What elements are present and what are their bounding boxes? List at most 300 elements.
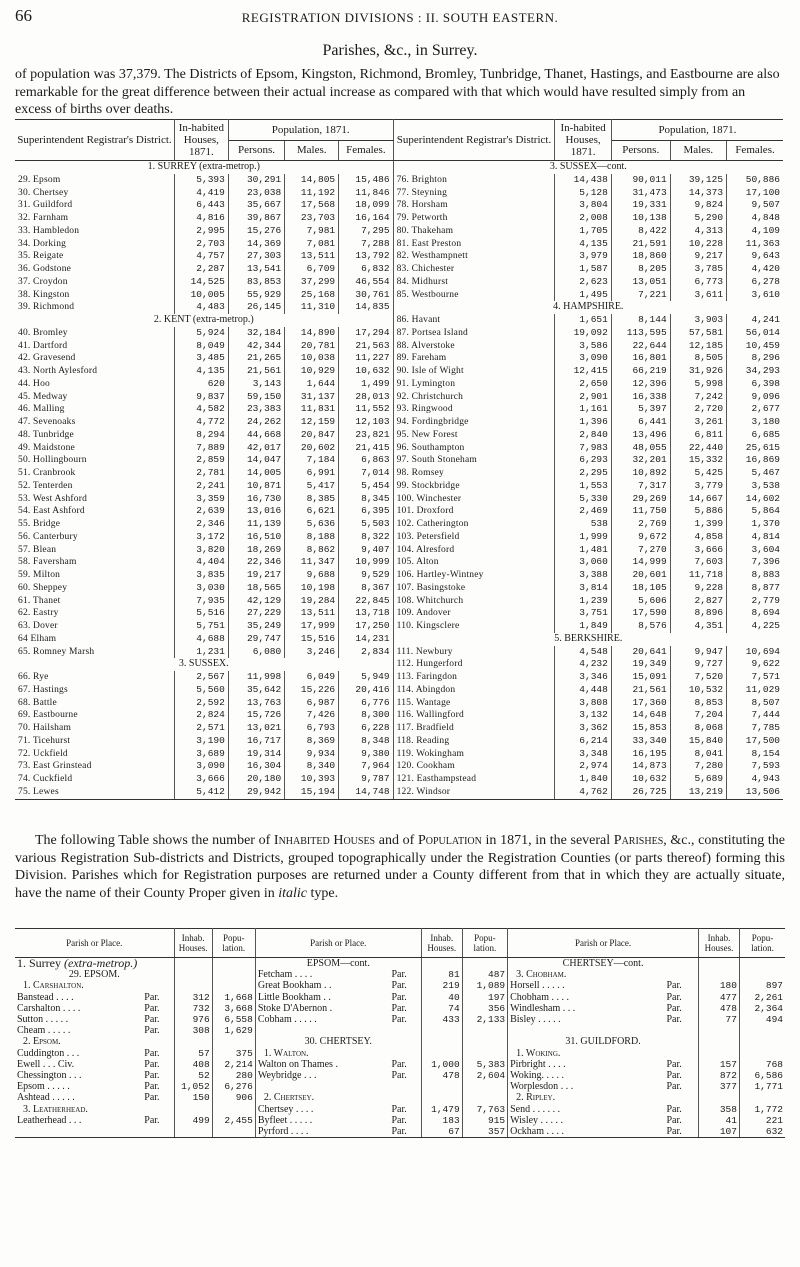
- district-name: 40. Bromley: [15, 327, 174, 340]
- district-persons: 48,055: [611, 442, 670, 455]
- heading-text: 31. GUILDFORD.: [565, 1036, 641, 1048]
- empty-cell: [699, 969, 740, 980]
- district-females: 6,395: [339, 505, 393, 518]
- district-persons: 14,005: [228, 467, 284, 480]
- district-houses: 1,999: [555, 531, 611, 544]
- parish-dots: . . .: [66, 1114, 82, 1126]
- district-females: 12,103: [339, 416, 393, 429]
- table-row: [15, 582, 783, 595]
- district-houses: 2,824: [174, 709, 228, 722]
- table-row: [15, 238, 783, 251]
- district-houses: 3,666: [174, 773, 228, 786]
- table-row: [15, 969, 785, 980]
- parish-name-text: Horsell: [510, 980, 540, 992]
- parish-name-text: Byfleet: [257, 1114, 288, 1126]
- district-persons: 10,871: [228, 480, 284, 493]
- para-term-parishes: Parishes: [613, 833, 664, 848]
- table-row: [15, 735, 783, 748]
- district-males: 12,159: [285, 416, 339, 429]
- district-name: 97. South Stoneham: [393, 454, 555, 467]
- district-houses: 1,849: [555, 620, 611, 633]
- district-females: 17,100: [745, 186, 780, 198]
- district-males: 31,137: [285, 391, 339, 404]
- district-males: 3,903: [670, 314, 726, 327]
- district-males: 6,987: [285, 697, 339, 710]
- district-persons: 55,929: [228, 289, 284, 302]
- district-name: 77. Steyning: [393, 187, 555, 200]
- table-row: [15, 607, 783, 620]
- district-females: 7,295: [339, 225, 393, 238]
- parish-name: [15, 1070, 142, 1081]
- district-persons: 83,853: [228, 276, 284, 289]
- district-males: 8,369: [285, 735, 339, 748]
- district-houses: 5,751: [174, 620, 228, 633]
- district-persons: 7,221: [611, 289, 670, 302]
- district-name: 60. Sheppey: [15, 582, 174, 595]
- subdistrict-heading: [508, 1092, 699, 1103]
- district-persons: 29,747: [228, 633, 284, 646]
- parish-dots: . . . .: [53, 991, 74, 1003]
- district-males: 8,041: [670, 748, 726, 761]
- district-heading: [255, 958, 421, 970]
- empty-cell: [739, 958, 785, 970]
- district-houses: 2,650: [555, 378, 611, 391]
- parish-name: [15, 1115, 142, 1126]
- empty-cell: [462, 958, 507, 970]
- district-females: 7,288: [339, 238, 393, 251]
- table-row: [15, 1092, 785, 1103]
- district-houses: 1,651: [555, 314, 611, 327]
- para-text-1: The following Table shows the number of: [35, 833, 271, 848]
- empty-cell: [699, 1092, 740, 1103]
- place-header-1: Parish or Place.: [15, 929, 174, 958]
- district-houses: 2,346: [174, 518, 228, 531]
- district-persons: 20,180: [228, 773, 284, 786]
- district-females: 5,864: [751, 505, 780, 517]
- district-females: 9,529: [339, 569, 393, 582]
- district-females: 3,610: [751, 288, 780, 300]
- district-houses: 14,438: [555, 174, 611, 187]
- district-name: 61. Thanet: [15, 595, 174, 608]
- table-row: [15, 403, 783, 416]
- parish-name: [508, 1081, 665, 1092]
- district-males: 8,862: [285, 544, 339, 557]
- district-females: 7,571: [751, 671, 780, 682]
- district-males: 14,373: [670, 187, 726, 200]
- district-females: 1,499: [339, 378, 393, 391]
- table-row: [15, 992, 785, 1003]
- parish-name: [508, 1104, 665, 1115]
- district-name: 48. Tunbridge: [15, 429, 174, 442]
- district-persons: 10,892: [611, 467, 670, 480]
- parish-population: 2,133: [462, 1014, 507, 1025]
- county-heading: 3. SUSSEX.: [15, 658, 393, 671]
- district-persons: 11,998: [228, 671, 284, 684]
- district-houses: 4,135: [555, 238, 611, 251]
- district-houses: 6,214: [555, 735, 611, 748]
- district-males: 9,217: [670, 250, 726, 263]
- district-females: 16,869: [745, 454, 780, 466]
- empty-cell: [421, 1092, 462, 1103]
- county-heading: 2. KENT (extra-metrop.): [15, 314, 393, 327]
- parish-name-text: Cobham: [257, 1014, 292, 1026]
- district-houses: 3,586: [555, 340, 611, 353]
- district-males: 5,886: [670, 505, 726, 518]
- empty-cell: [462, 1036, 507, 1047]
- parish-name: [15, 1003, 142, 1014]
- district-persons: 16,730: [228, 493, 284, 506]
- district-houses: 3,359: [174, 493, 228, 506]
- district-name: 118. Reading: [393, 735, 555, 748]
- table-row: [15, 1048, 785, 1059]
- district-persons: 18,860: [611, 250, 670, 263]
- district-houses: 2,469: [555, 505, 611, 518]
- houses-header: In-habited Houses, 1871.: [174, 120, 228, 161]
- district-females: 10,694: [745, 645, 780, 657]
- empty-cell: [699, 958, 740, 970]
- district-name: 96. Southampton: [393, 442, 555, 455]
- district-females: 9,096: [751, 390, 780, 402]
- district-houses: 4,772: [174, 416, 228, 429]
- district-females: 21,563: [339, 340, 393, 353]
- district-name: 109. Andover: [393, 607, 555, 620]
- district-name: 104. Alresford: [393, 544, 555, 557]
- table-row: [15, 1070, 785, 1081]
- district-houses: 3,804: [555, 199, 611, 212]
- district-houses: 5,516: [174, 607, 228, 620]
- heading-text: CHERTSEY—cont.: [562, 958, 644, 969]
- females-header: Females.: [339, 140, 393, 161]
- district-males: 57,581: [670, 327, 726, 340]
- district-males: 8,068: [670, 722, 726, 735]
- district-males: 5,998: [670, 378, 726, 391]
- parish-houses: 732: [174, 1003, 212, 1014]
- district-name: 92. Christchurch: [393, 391, 555, 404]
- district-males: 9,688: [285, 569, 339, 582]
- parish-name: [255, 1059, 389, 1070]
- district-name: 45. Medway: [15, 391, 174, 404]
- district-females: 1,370: [751, 518, 780, 529]
- district-persons: 9,672: [611, 531, 670, 544]
- parish-dots: .: [332, 1058, 338, 1070]
- district-females: 11,552: [339, 403, 393, 416]
- empty-cell: [739, 1025, 785, 1036]
- district-houses: 7,983: [555, 442, 611, 455]
- parish-houses: 1,052: [174, 1081, 212, 1092]
- parish-name: [255, 1070, 389, 1081]
- district-persons: 19,349: [611, 658, 670, 671]
- persons-header: Persons.: [228, 140, 284, 161]
- parish-dots: . . . . .: [539, 980, 565, 992]
- heading-text: 1. Carshalton.: [23, 980, 84, 992]
- district-persons: 13,763: [228, 697, 284, 710]
- parish-dots: . . . . .: [287, 1114, 313, 1126]
- district-males: 1,644: [285, 378, 339, 391]
- district-males: 1,399: [670, 518, 726, 531]
- district-houses: 1,553: [555, 480, 611, 493]
- district-females: 11,363: [745, 237, 780, 249]
- district-males: 13,219: [670, 786, 726, 799]
- district-persons: 13,051: [611, 276, 670, 289]
- district-persons: 14,999: [611, 556, 670, 569]
- county-heading: 4. HAMPSHIRE.: [553, 301, 624, 313]
- parish-dots: . . . . .: [49, 1092, 75, 1104]
- parish-dots: . . . . . .: [530, 1103, 561, 1115]
- district-females: 10,459: [745, 339, 780, 351]
- district-persons: 16,510: [228, 531, 284, 544]
- district-males: 8,505: [670, 352, 726, 365]
- parish-dots: . . .: [558, 1081, 574, 1093]
- district-females: 7,444: [751, 709, 780, 721]
- district-males: 10,228: [670, 238, 726, 251]
- parish-name-text: Epsom: [17, 1081, 45, 1093]
- district-males: 20,602: [285, 442, 339, 455]
- district-persons: 6,080: [228, 646, 284, 659]
- district-persons: 10,632: [611, 773, 670, 786]
- table-row: [15, 595, 783, 608]
- empty-cell: [212, 1036, 255, 1047]
- para-term-houses: Inhabited Houses: [273, 833, 376, 848]
- district-males: 2,720: [670, 403, 726, 416]
- parish-dots: . . . . .: [538, 1114, 564, 1126]
- table-row: [15, 1104, 785, 1115]
- parish-kind: Par.: [389, 1059, 421, 1070]
- district-houses: 3,030: [174, 582, 228, 595]
- table-row: [15, 1025, 785, 1036]
- empty-cell: [212, 958, 255, 970]
- district-persons: 21,265: [228, 352, 284, 365]
- district-persons: 32,184: [228, 327, 284, 340]
- district-name: 75. Lewes: [15, 786, 174, 799]
- empty-cell: [739, 1092, 785, 1103]
- district-name: 42. Gravesend: [15, 352, 174, 365]
- district-persons: 14,047: [228, 454, 284, 467]
- district-females: 17,294: [339, 327, 393, 340]
- district-persons: 8,576: [611, 620, 670, 633]
- district-persons: 17,590: [611, 607, 670, 620]
- district-persons: 20,601: [611, 569, 670, 582]
- parish-name-text: Chessington: [17, 1070, 67, 1082]
- para-text-2: and of: [378, 833, 415, 848]
- district-persons: 35,642: [228, 684, 284, 697]
- district-females: 5,467: [751, 467, 780, 478]
- district-name: 72. Uckfield: [15, 748, 174, 761]
- district-females: 23,821: [339, 429, 393, 442]
- parish-population: 197: [462, 992, 507, 1003]
- empty-cell: [462, 1048, 507, 1059]
- parish-population: 1,771: [754, 1081, 783, 1093]
- district-males: 14,667: [670, 493, 726, 506]
- district-name: 117. Bradfield: [393, 722, 555, 735]
- parish-population: 768: [765, 1058, 783, 1070]
- district-males: 8,896: [670, 607, 726, 620]
- district-persons: 42,129: [228, 595, 284, 608]
- district-males: 5,636: [285, 518, 339, 531]
- district-females: 2,677: [751, 403, 780, 415]
- empty-cell: [142, 1126, 174, 1138]
- district-name: 88. Alverstoke: [393, 340, 555, 353]
- parish-kind: Par.: [664, 980, 698, 991]
- district-males: 4,351: [670, 620, 726, 633]
- district-name: 43. North Aylesford: [15, 365, 174, 378]
- district-houses: 1,705: [555, 225, 611, 238]
- district-persons: 27,229: [228, 607, 284, 620]
- parish-houses: 67: [421, 1126, 462, 1138]
- district-females: 2,834: [339, 646, 393, 659]
- district-females: 13,792: [339, 250, 393, 263]
- district-persons: 5,397: [611, 403, 670, 416]
- district-houses: 2,241: [174, 480, 228, 493]
- district-name: 74. Cuckfield: [15, 773, 174, 786]
- intro-paragraph: [15, 66, 785, 119]
- parish-houses: 107: [699, 1126, 740, 1138]
- parish-houses: 499: [174, 1115, 212, 1126]
- parish-name-text: Ockham: [510, 1126, 544, 1138]
- district-name: 120. Cookham: [393, 760, 555, 773]
- district-males: 11,310: [285, 301, 339, 314]
- district-males: 6,991: [285, 467, 339, 480]
- parish-houses: 976: [174, 1014, 212, 1025]
- district-name: 53. West Ashford: [15, 493, 174, 506]
- district-males: 20,847: [285, 429, 339, 442]
- district-population-table: [15, 119, 783, 800]
- district-name: 82. Westhampnett: [393, 250, 555, 263]
- subdistrict-heading: [255, 1092, 421, 1103]
- district-name: 68. Battle: [15, 697, 174, 710]
- page-subtitle: Parishes, &c., in Surrey.: [322, 42, 478, 59]
- district-houses: 4,135: [174, 365, 228, 378]
- district-males: 37,299: [285, 276, 339, 289]
- parish-kind: Par.: [664, 1115, 698, 1126]
- parish-population: 2,455: [212, 1115, 255, 1126]
- district-males: 9,934: [285, 748, 339, 761]
- parish-population: 897: [765, 980, 783, 992]
- district-name: 83. Chichester: [393, 263, 555, 276]
- district-females: 16,164: [339, 212, 393, 225]
- pop-header-3: Popu-lation.: [739, 929, 785, 958]
- district-persons: 11,750: [611, 505, 670, 518]
- empty-cell: [421, 1081, 462, 1092]
- para-term-population: Population: [417, 833, 482, 848]
- parish-kind: Par.: [664, 1014, 698, 1025]
- district-males: 10,198: [285, 582, 339, 595]
- district-houses: 9,837: [174, 391, 228, 404]
- parish-name-text: Great Bookham: [257, 980, 322, 992]
- parish-name: [255, 1003, 389, 1014]
- district-name: 84. Midhurst: [393, 276, 555, 289]
- district-name: 29. Epsom: [15, 174, 174, 187]
- district-females: 9,380: [339, 748, 393, 761]
- parish-name-text: Sutton: [17, 1014, 44, 1026]
- district-name: 35. Reigate: [15, 250, 174, 263]
- table-row: [15, 556, 783, 569]
- heading-text: 3. Leatherhead.: [23, 1103, 88, 1115]
- district-persons: 66,219: [611, 365, 670, 378]
- district-houses: 8,294: [174, 429, 228, 442]
- district-name: 100. Winchester: [393, 493, 555, 506]
- heading-text: 2. Epsom.: [23, 1036, 61, 1048]
- houses-header-right: In-habited Houses, 1871.: [555, 120, 611, 161]
- district-males: 8,340: [285, 760, 339, 773]
- district-houses: 3,132: [555, 709, 611, 722]
- district-females: 3,604: [751, 543, 780, 555]
- district-males: 13,511: [285, 607, 339, 620]
- table-row: [15, 684, 783, 697]
- table-row: [15, 263, 783, 276]
- district-name: 80. Thakeham: [393, 225, 555, 238]
- district-persons: 19,314: [228, 748, 284, 761]
- district-females: 6,863: [339, 454, 393, 467]
- parish-population: 5,383: [462, 1059, 507, 1070]
- parish-houses: 52: [174, 1070, 212, 1081]
- table-row: [15, 340, 783, 353]
- district-males: 3,666: [670, 544, 726, 557]
- parish-name: [15, 1081, 142, 1092]
- district-persons: 11,139: [228, 518, 284, 531]
- district-houses: 3,060: [555, 556, 611, 569]
- district-males: 17,568: [285, 199, 339, 212]
- district-females: 15,486: [339, 174, 393, 187]
- district-males: 22,440: [670, 442, 726, 455]
- district-persons: 59,150: [228, 391, 284, 404]
- district-houses: 19,092: [555, 327, 611, 340]
- district-males: 7,184: [285, 454, 339, 467]
- parish-kind: Par.: [389, 980, 421, 991]
- parish-dots: . . .: [301, 1070, 317, 1082]
- district-name: 52. Tenterden: [15, 480, 174, 493]
- district-name: 39. Richmond: [15, 301, 174, 314]
- district-males: 2,827: [670, 595, 726, 608]
- district-persons: 21,591: [611, 238, 670, 251]
- table-row: [15, 161, 783, 174]
- parish-kind: Par.: [664, 1059, 698, 1070]
- pop-header-2: Popu-lation.: [462, 929, 507, 958]
- district-houses: 3,090: [555, 352, 611, 365]
- district-females: 8,300: [339, 709, 393, 722]
- district-houses: 3,689: [174, 748, 228, 761]
- subdistrict-heading: [255, 1048, 421, 1059]
- district-males: 14,890: [285, 327, 339, 340]
- parish-kind: Par.: [664, 1081, 698, 1092]
- district-males: 3,779: [670, 480, 726, 493]
- empty-cell: [255, 1081, 389, 1092]
- table-row: [15, 505, 783, 518]
- district-females: 18,099: [339, 199, 393, 212]
- parish-kind: Par.: [389, 1115, 421, 1126]
- parish-name-text: Weybridge: [257, 1070, 302, 1082]
- district-houses: 1,840: [555, 773, 611, 786]
- houses-header-3: Inhab. Houses.: [699, 929, 740, 958]
- para-text-3: in 1871, in the several: [485, 833, 611, 848]
- parish-houses: 180: [699, 980, 740, 991]
- parish-kind: Par.: [142, 1115, 174, 1126]
- district-females: 14,231: [339, 633, 393, 646]
- district-persons: 21,561: [228, 365, 284, 378]
- parish-kind: Par.: [142, 1025, 174, 1036]
- parish-kind: Par.: [142, 1003, 174, 1014]
- table-row: [15, 352, 783, 365]
- district-name: 38. Kingston: [15, 289, 174, 302]
- district-males: 7,603: [670, 556, 726, 569]
- district-females: 7,396: [751, 556, 780, 568]
- district-name: 51. Cranbrook: [15, 467, 174, 480]
- district-males: 19,284: [285, 595, 339, 608]
- table-row: [15, 212, 783, 225]
- district-females: 6,832: [339, 263, 393, 276]
- district-males: 7,242: [670, 391, 726, 404]
- parish-population: 1,668: [212, 992, 255, 1003]
- parish-population: 906: [212, 1092, 255, 1103]
